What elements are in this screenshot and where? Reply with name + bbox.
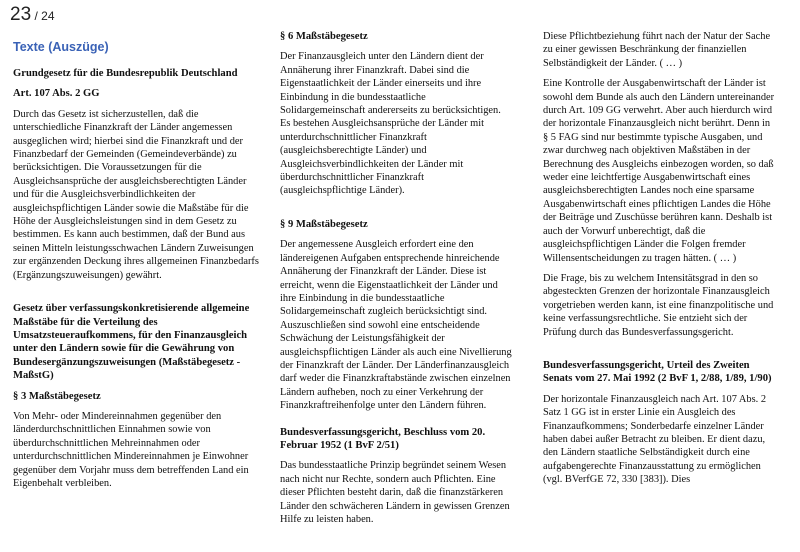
- current-page-number: 23: [10, 4, 32, 25]
- article-107-text: Durch das Gesetz ist sicherzustellen, daß die unterschiedliche Finanzkraft der Länder angemessen ausgeglichen wird; hierbei sind die Finanzkraft und der Finanzbedarf der Gemeinden (Gemeindeverbände) zu berücksichtigen. Die Voraussetzungen für die Ausgleichsansprüche der ausgleichsberechtigten Länder und für die Ausgleichsverbindlichkeiten der ausgleichspflichtigen Länder sowie die Maßstäbe für die Höhe der Ausgleichsleistungen sind in dem Gesetz zu bestimmen. Es kann auch bestimmen, daß der Bund aus seinen Mitteln leistungsschwachen Ländern Zuweisungen zur ergänzenden Deckung ihres allgemeinen Finanzbedarfs (Ergänzungszuweisungen) gewährt.: [13, 108, 259, 281]
- section-title: Texte (Auszüge): [13, 40, 109, 54]
- bverfg-1952-title: Bundesverfassungsgericht, Beschluss vom 20. Februar 1952 (1 BvF 2/51): [280, 426, 486, 451]
- intensity-question-text: Die Frage, bis zu welchem Intensitätsgrad in den so abgesteckten Grenzen der horizontale Finanzausgleich vorgetrieben werden kann, ist eine finanzpolitische und keine verfassungsrechtliche. Sie entzieht sich der Prüfung durch das Bundesverfassungsgericht.: [543, 272, 774, 338]
- grundgesetz-title: Grundgesetz für die Bundesrepublik Deutschland: [13, 68, 238, 79]
- column-left: [13, 40, 263, 497]
- section-3-title: § 3 Maßstäbegesetz: [13, 390, 101, 402]
- section-9-title: § 9 Maßstäbegesetz: [280, 218, 368, 230]
- massstaebegesetz-title: Gesetz über verfassungskonkretisierende allgemeine Maßstäbe für die Verteilung des Umsatzsteueraufkommens, für den Finanzausgleich unter den Ländern sowie für die Gewährung von Bundesergänzungszuweisungen (Maßstäbegesetz - MaßstG): [13, 303, 250, 382]
- section-6-title: § 6 Maßstäbegesetz: [280, 31, 368, 42]
- bverfg-1992-text: Der horizontale Finanzausgleich nach Art. 107 Abs. 2 Satz 1 GG ist in erster Linie ein Ausgleich des Finanzaufkommens; Sonderbedarfe einzelner Länder haben dabei außer Betracht zu bleiben. Er dient dazu, den Ländern staatliche Selbständigkeit durch eine aufgabengerechte Finanzausstattung zu ermöglichen (vgl. BVerfGE 72, 330 [383]). Dies: [543, 393, 767, 486]
- bverfg-1992-title: Bundesverfassungsgericht, Urteil des Zweiten Senats vom 27. Mai 1992 (2 BvF 1, 2/88, 1/89, 1/90): [543, 359, 772, 385]
- section-3-text: Von Mehr- oder Mindereinnahmen gegenüber den länderdurchschnittlichen Einnahmen sowie von überdurchschnittlichen Mehreinnahmen oder unterdurchschnittlichen Mindereinnahmen je Einwohner gegenüber dem Vorjahr muss dem betreffenden Land ein Eigenbehalt verbleiben.: [13, 410, 249, 489]
- continuation-text: Diese Pflichtbeziehung führt nach der Natur der Sache zu einer gewissen Beschränkung der finanziellen Selbständigkeit der Länder. ( … ): [543, 31, 771, 69]
- column-middle: [280, 30, 512, 533]
- section-6-text: Der Finanzausgleich unter den Ländern dient der Annäherung ihrer Finanzkraft. Dabei sind die Eigenstaatlichkeit der Länder einerseits und ihre Einbindung in die bundesstaatliche Solidargemeinschaft andererseits zu berücksichtigen. Es bestehen Ausgleichsansprüche der Länder mit unterdurchschnittlicher Finanzkraft (ausgleichsberechtigte Länder) und Ausgleichsverbindlichkeiten der Länder mit überdurchschnittlicher Finanzkraft (ausgleichspflichtige Länder).: [280, 51, 501, 197]
- page-number: [10, 4, 55, 26]
- bverfg-1952-text: Das bundesstaatliche Prinzip begründet seinem Wesen nach nicht nur Rechte, sondern auch Pflichten. Eine dieser Pflichten besteht darin, daß die finanzstärkeren Länder den schwächeren Ländern in gewissen Grenzen Hilfe zu leisten haben.: [280, 460, 510, 525]
- section-9-text: Der angemessene Ausgleich erfordert eine den ländereigenen Aufgaben entsprechende hinreichende Annäherung der Finanzkraft der Länder. Diese ist erreicht, wenn die Eigenstaatlichkeit der Länder und ihre Einbindung in die bundesstaatliche Solidargemeinschaft zugleich berücksichtigt sind. Auszuschließen sind sowohl eine entscheidende Schwächung der Leistungsfähigkeit der ausgleichspflichtigen Länder als auch eine Nivellierung der Finanzkraft der Länder. Der Länderfinanzausgleich darf weder die Finanzkraftabstände zwischen einzelnen Ländern aufheben, noch zu einer Verkehrung der Finanzkraftreihenfolge unter den Ländern führen.: [280, 239, 512, 412]
- column-right: [543, 30, 775, 494]
- page-separator: [31, 9, 54, 23]
- article-107-title: Art. 107 Abs. 2 GG: [13, 88, 100, 100]
- expenditure-control-text: Eine Kontrolle der Ausgabenwirtschaft der Länder ist sowohl dem Bunde als auch den Ländern untereinander durch Art. 109 GG verwehrt. Aber auch hierdurch wird der horizontale Finanzausgleich nicht berührt. Denn in § 5 FAG sind nur bestimmte typische Ausgaben, und zwar durchweg nach objektiven Maßstäben in der Berechnung des Ausgleichs einbezogen worden, so daß weder eine leichtfertige Ausgabenwirtschaft eines ausgleichsberechtigten Landes noch eine sparsame Ausgabenwirtschaft eines pflichtigen Landes die Höhe der Beiträge und Zuschüsse berühren kann. Deshalb ist auch der Vorwurf unberechtigt, daß die ausgleichspflichtigen Länder die Folgen fremder Willensentscheidungen zu tragen hätten. ( … ): [543, 78, 775, 264]
- page-separator-slash: /: [34, 9, 38, 23]
- total-page-number: 24: [41, 9, 55, 23]
